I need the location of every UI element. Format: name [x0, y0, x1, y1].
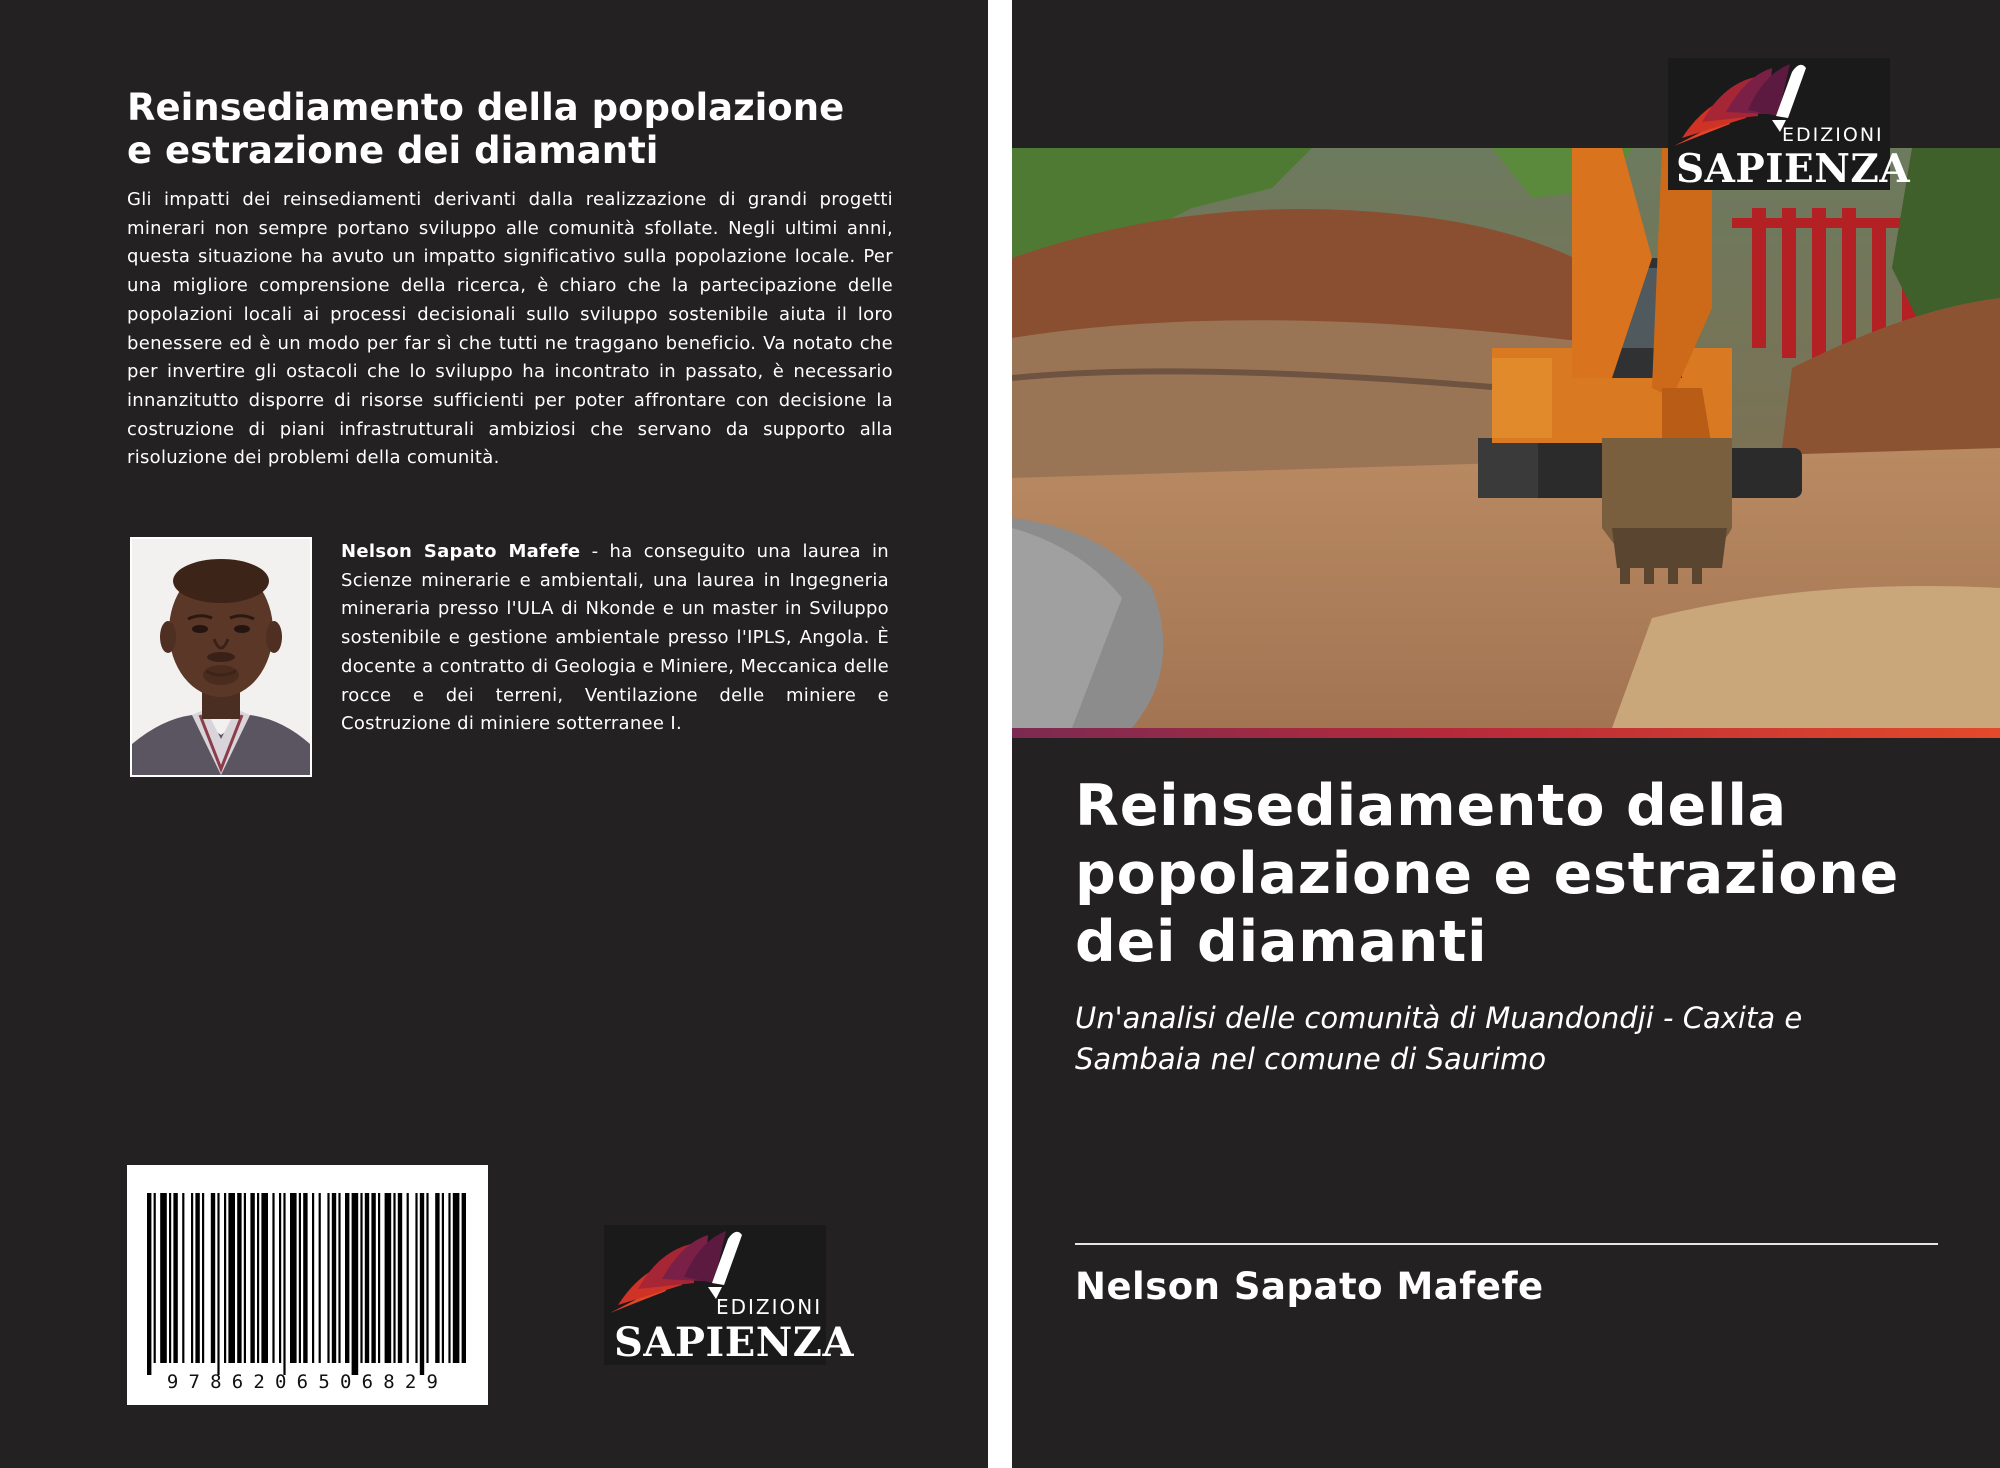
- author-bio-text: - ha conseguito una laurea in Scienze minerarie e ambientali, una laurea in Ingegneria mineraria presso l'ULA di Nkonde e un master in Sviluppo sostenibile e gestione ambientale presso l'IPLS, Angola. È docente a contratto di Geologia e Miniere, Meccanica delle rocce e dei terreni, Ventilazione delle miniere e Costruzione di miniere sotterranee I.: [341, 541, 889, 735]
- author-photo: [130, 537, 312, 777]
- front-cover-title: Reinsediamento della popolazione e estrazione dei diamanti: [1075, 773, 1900, 975]
- logo-sapienza: SAPIENZA: [1676, 146, 1911, 192]
- back-cover-title: Reinsediamento della popolazione e estrazione dei diamanti: [127, 86, 845, 172]
- isbn-barcode: [127, 1165, 488, 1405]
- logo-edizioni: EDIZIONI: [1782, 124, 1884, 146]
- isbn-digits: 9786206506829: [166, 1371, 449, 1393]
- front-divider: [1075, 1243, 1938, 1245]
- author-bio-name: Nelson Sapato Mafefe: [341, 541, 581, 562]
- logo-edizioni: EDIZIONI: [716, 1295, 823, 1319]
- barcode-bars: [127, 1165, 488, 1405]
- author-bio: [341, 538, 889, 739]
- front-cover-subtitle: Un'analisi delle comunità di Muandondji - Caxita e Sambaia nel comune di Saurimo: [1075, 1001, 1803, 1076]
- front-accent-bar: [1012, 728, 2000, 738]
- cover-photo-excavator: [1012, 148, 2000, 728]
- logo-sapienza: SAPIENZA: [614, 1319, 854, 1366]
- back-cover-blurb: Gli impatti dei reinsediamenti derivanti dalla realizzazione di grandi progetti minerari non sempre portano sviluppo alle comunità sfollate. Negli ultimi anni, questa situazione ha avuto un impatto significativo sulla popolazione locale. Per una migliore comprensione della ricerca, è chiaro che la partecipazione delle popolazioni locali ai processi decisionali sullo sviluppo sostenibile aiuta il loro benessere ed è un modo per far sì che tutti ne traggano beneficio. Va notato che per invertire gli ostacoli che lo sviluppo ha incontrato in passato, è necessario innanzitutto disporre di risorse sufficienti per poter affrontare con decisione la costruzione di piani infrastrutturali ambiziosi che servano da supporto alla risoluzione dei problemi della comunità.: [127, 189, 893, 469]
- back-cover: [0, 0, 988, 1468]
- publisher-logo-front: [1668, 58, 1911, 192]
- publisher-logo-back: [604, 1225, 854, 1366]
- front-cover-author: Nelson Sapato Mafefe: [1075, 1265, 1544, 1308]
